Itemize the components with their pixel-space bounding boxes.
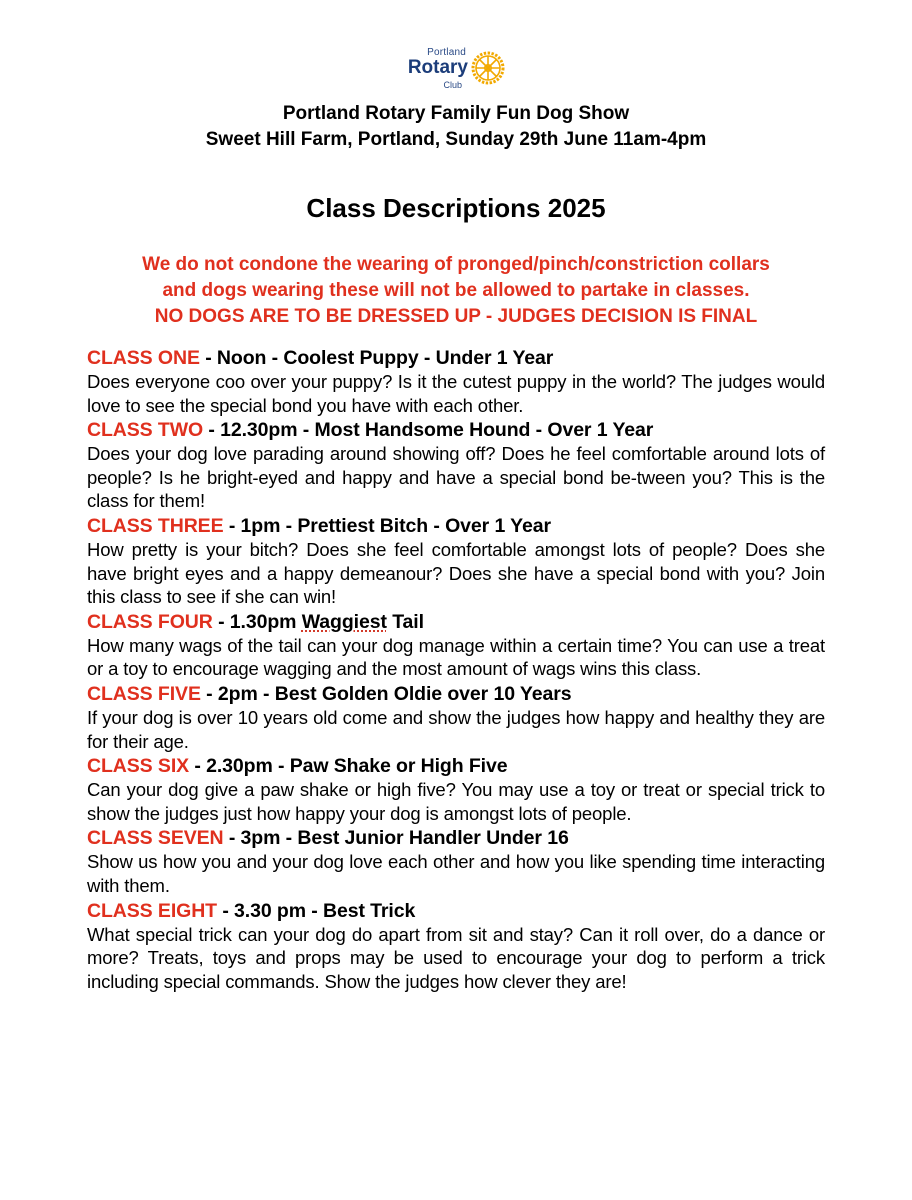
event-venue-date: Sweet Hill Farm, Portland, Sunday 29th June 11am-4pm bbox=[205, 129, 707, 150]
warning-line-1: We do not condone the wearing of pronged/pinch/constriction collars bbox=[142, 254, 770, 275]
logo-portland: Portland bbox=[427, 47, 466, 58]
logo-rotary: Rotary bbox=[407, 57, 468, 78]
class-description: If your dog is over 10 years old come and show the judges how happy and healthy they are for their age. bbox=[87, 706, 825, 752]
class-item bbox=[87, 826, 825, 897]
class-item bbox=[87, 418, 825, 513]
class-description: Does everyone coo over your puppy? Is it the cutest puppy in the world? The judges would love to see the special bond you have with each other. bbox=[87, 371, 825, 416]
class-heading bbox=[87, 682, 825, 706]
class-name: CLASS EIGHT bbox=[87, 899, 217, 922]
class-name: CLASS TWO bbox=[87, 419, 204, 442]
class-name: CLASS THREE bbox=[87, 514, 224, 537]
class-description: How many wags of the tail can your dog manage within a certain time? You can use a treat or a toy to encourage wagging and the most amount of wags wins this class. bbox=[87, 634, 825, 680]
class-name: CLASS SIX bbox=[87, 755, 190, 778]
collar-warning bbox=[0, 252, 912, 330]
class-details: - Noon - Coolest Puppy - Under 1 Year bbox=[199, 347, 554, 369]
class-description: Does your dog love parading around showing off? Does he feel comfortable around lots of people? Is he bright-eyed and happy and have a special bond be-tween you? This is the class for them! bbox=[87, 443, 825, 512]
class-details: - 12.30pm - Most Handsome Hound - Over 1 Year bbox=[203, 419, 654, 442]
event-name: Portland Rotary Family Fun Dog Show bbox=[282, 103, 630, 124]
rotary-wheel-icon bbox=[470, 50, 506, 86]
class-name: CLASS SEVEN bbox=[87, 827, 224, 850]
page-title: Class Descriptions 2025 bbox=[306, 193, 606, 223]
class-details: - 3pm - Best Junior Handler Under 16 bbox=[223, 827, 569, 850]
class-heading bbox=[87, 754, 825, 778]
class-item bbox=[87, 610, 825, 681]
class-name: CLASS FOUR bbox=[87, 610, 213, 633]
spellcheck-flagged-word: Waggiest bbox=[301, 610, 387, 633]
class-list bbox=[87, 346, 825, 994]
warning-line-2: and dogs wearing these will not be allowed to partake in classes. bbox=[162, 280, 750, 301]
class-heading bbox=[87, 610, 825, 634]
class-item bbox=[87, 514, 825, 609]
class-details-prefix: - 1.30pm bbox=[212, 610, 302, 633]
class-name: CLASS FIVE bbox=[87, 682, 201, 705]
class-heading bbox=[87, 899, 825, 923]
class-item bbox=[87, 754, 825, 825]
class-heading bbox=[87, 346, 825, 370]
class-details-suffix: Tail bbox=[386, 610, 424, 633]
logo-club: Club bbox=[443, 80, 462, 90]
class-details: - 2.30pm - Paw Shake or High Five bbox=[189, 755, 508, 778]
warning-line-3: NO DOGS ARE TO BE DRESSED UP - JUDGES DECISION IS FINAL bbox=[154, 306, 758, 327]
class-description: Show us how you and your dog love each other and how you like spending time interacting with them. bbox=[87, 851, 825, 896]
rotary-logo bbox=[404, 44, 514, 94]
class-description: What special trick can your dog do apart from sit and stay? Can it roll over, do a dance or more? Treats, toys and props may be used to encourage your dog to perform a trick including special commands. Show the judges how clever they are! bbox=[87, 923, 825, 992]
class-description: How pretty is your bitch? Does she feel comfortable amongst lots of people? Does she have bright eyes and a happy demeanour? Does she have a special bond with you? Join this class to see if she can win! bbox=[87, 538, 825, 608]
class-details: - 1pm - Prettiest Bitch - Over 1 Year bbox=[223, 514, 551, 537]
class-heading bbox=[87, 514, 825, 538]
class-description: Can your dog give a paw shake or high five? You may use a toy or treat or special trick to show the judges just how happy your dog is amongst lots of people. bbox=[87, 779, 825, 824]
class-details: - 2pm - Best Golden Oldie over 10 Years bbox=[200, 682, 572, 705]
class-heading bbox=[87, 418, 825, 442]
class-name: CLASS ONE bbox=[87, 347, 200, 369]
class-item bbox=[87, 682, 825, 753]
class-details: - 3.30 pm - Best Trick bbox=[217, 899, 416, 922]
class-item bbox=[87, 899, 825, 994]
class-item bbox=[87, 346, 825, 417]
class-heading bbox=[87, 826, 825, 850]
